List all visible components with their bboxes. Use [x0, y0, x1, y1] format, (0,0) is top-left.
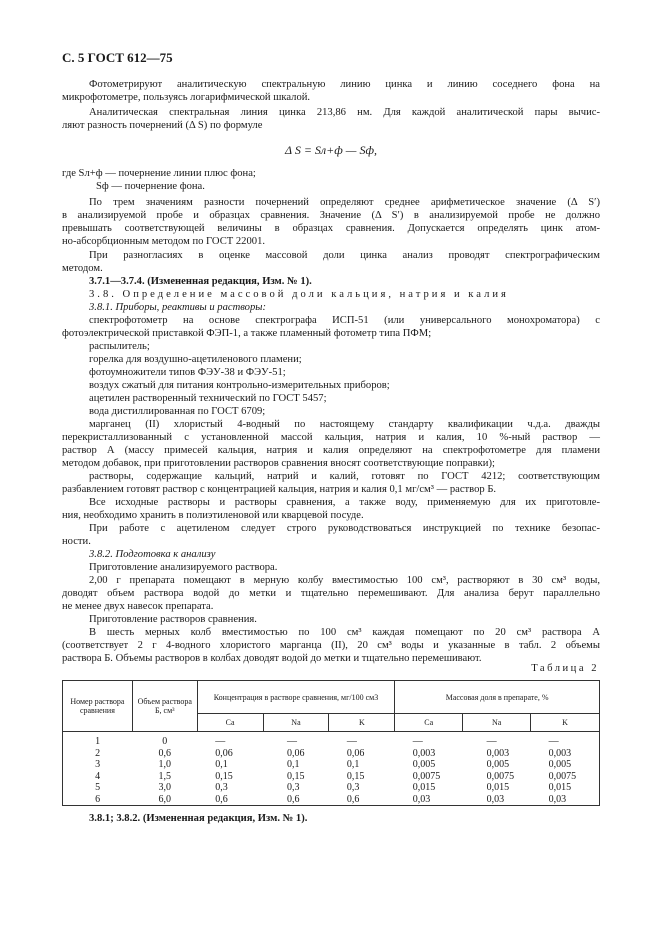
table-cell: 0,06 — [346, 747, 365, 759]
table-cell: 0,03 — [531, 794, 600, 806]
section-heading: 3.8. Определение массовой доли кальция, натрия и калия — [89, 289, 509, 300]
subheader-k: K — [329, 714, 395, 732]
subheader-ca: Ca — [395, 714, 463, 732]
subsection-heading: 3.8.2. Подготовка к анализу — [89, 549, 216, 560]
text-line: Приготовление растворов сравнения. — [89, 614, 257, 625]
text-line: 3.7.1—3.7.4. (Измененная редакция, Изм. № 1). — [89, 276, 312, 287]
subsection-heading: 3.8.1. Приборы, реактивы и растворы: — [89, 302, 266, 313]
text-line: разбавлением готовят раствор с концентрацией кальция, натрия и калия 0,1 мг/см³ — раствор Б. — [62, 484, 497, 495]
table-cell: 0,06 — [215, 747, 233, 759]
header-volume: Объем раствора Б, см³ — [132, 681, 197, 732]
subheader-na: Na — [263, 714, 329, 732]
list-item: распылитель; — [89, 341, 150, 352]
table-cell: 0,15 — [346, 770, 365, 782]
table-cell: — — [215, 736, 226, 747]
text-line: превышать соответствующей величины в образцах сравнения. Допускается определять цинк атом- — [62, 223, 600, 234]
table-cell: 6,0 — [132, 794, 197, 806]
text-line: При работе с ацетиленом следует строго руководствоваться инструкцией по технике безопас- — [89, 523, 600, 534]
text-line: методом добавок, при приготовлении растворов сравнения вносят соответствующие поправки); — [62, 458, 495, 469]
table-cell: 0,003 — [412, 747, 436, 759]
text-line: (соответствует 2 г 4-водного хлористого марганца (II), 20 см³ воды и указанные в табл. 2 объемы — [62, 640, 600, 651]
table-cell: 0,06 — [287, 747, 305, 759]
list-item: воздух сжатый для питания контрольно-измерительных приборов; — [89, 380, 390, 391]
table-row — [63, 748, 600, 760]
table-row — [63, 771, 600, 783]
text-line: доводят объем раствора водой до метки и тщательно перемешивают. Для анализа берут параллельно — [62, 588, 600, 599]
table-row — [63, 782, 600, 794]
table-cell: 0,015 — [412, 782, 436, 793]
table-cell: 0,1 — [346, 759, 360, 770]
table-cell: — — [287, 736, 298, 747]
table-cell: — — [346, 736, 357, 747]
text-line: не менее двух навесок препарата. — [62, 601, 214, 612]
text-line: Фотометрируют аналитическую спектральную линию цинка и линию соседнего фона на — [89, 79, 600, 90]
table-cell: 1,5 — [158, 770, 172, 782]
header-concentration: Концентрация в растворе сравнения, мг/100 см3 — [197, 681, 395, 714]
table-cell: 0,0075 — [412, 770, 441, 782]
text-line: раствор А (массу примесей кальция, натрия и калия определяют на спектрофотометре для пламени — [62, 445, 600, 456]
text-line: Sф — почернение фона. — [96, 181, 205, 192]
text-line: микрофотометре, пользуясь логарифмической шкалой. — [62, 92, 311, 103]
table-cell: 0,003 — [486, 747, 510, 759]
table-cell: 0,015 — [531, 782, 600, 794]
text-line: ности. — [62, 536, 91, 547]
text-line: фотоэлектрической приставкой ФЭП-1, а также пламенный фотометр типа ПФМ; — [62, 328, 432, 339]
table-cell: 3 — [63, 759, 133, 771]
table-cell: 1,0 — [158, 759, 172, 770]
text-line: По трем значениям разности почернений определяют среднее арифметическое значение (Δ S′) — [89, 197, 600, 208]
table-caption: Таблица 2 — [531, 663, 599, 674]
table-row — [63, 732, 600, 748]
table-cell: 0,15 — [215, 770, 233, 782]
table-cell: 0,6 — [329, 794, 395, 806]
table-cell: 0,3 — [215, 782, 228, 793]
text-line: спектрофотометр на основе спектрографа ИСП-51 (или универсального монохроматора) с — [89, 315, 600, 326]
subheader-k: K — [531, 714, 600, 732]
formula: Δ S = Sл+ф — Sф, — [285, 143, 377, 157]
table-row — [63, 759, 600, 771]
table-cell: 0,03 — [463, 794, 531, 806]
text-line: ния, необходимо хранить в полиэтиленовой или кварцевой посуде. — [62, 510, 364, 521]
header-number: Номер раствора сравнения — [63, 681, 133, 732]
table-cell: 0,03 — [395, 794, 463, 806]
text-line: марганец (II) хлористый 4-водный по настоящему стандарту квалификации ч.д.а. дважды — [89, 419, 600, 430]
table-cell: 2 — [63, 748, 133, 760]
text-line: перекристаллизованный с установленной массой кальция, натрия и калия, 10 %-ный раствор — — [62, 432, 600, 443]
table-cell: 0,0075 — [486, 770, 515, 782]
subheader-na: Na — [463, 714, 531, 732]
table-cell: — — [412, 736, 423, 747]
table-cell: 0,6 — [197, 794, 263, 806]
text-line: Все исходные растворы и растворы сравнения, а также воду, применяемую для их приготовле- — [89, 497, 600, 508]
list-item: вода дистиллированная по ГОСТ 6709; — [89, 406, 266, 417]
text-line: Приготовление анализируемого раствора. — [89, 562, 278, 573]
page-header: С. 5 ГОСТ 612—75 — [62, 50, 173, 65]
table-cell: 0,015 — [486, 782, 510, 793]
table-cell: 0,0075 — [531, 771, 600, 783]
list-item: ацетилен растворенный технический по ГОСТ 5457; — [89, 393, 327, 404]
table-cell: 0,6 — [158, 747, 172, 759]
text-line: раствора Б. Объемы растворов в колбах доводят водой до метки и тщательно перемешивают. — [62, 653, 482, 664]
text-line: ляют разность почернений (Δ S) по формуле — [62, 120, 263, 131]
table-cell: 0,6 — [263, 794, 329, 806]
table-cell: — — [531, 732, 600, 748]
reference-table — [62, 680, 600, 806]
table-cell: 3,0 — [158, 782, 172, 793]
table-cell: 0,003 — [531, 748, 600, 760]
text-line: растворы, содержащие кальций, натрий и калий, готовят по ГОСТ 4212; соответствующим — [89, 471, 600, 482]
text-line: в анализируемой пробе и образцах сравнения. Значение (Δ S′) в анализируемой пробе не должно — [62, 210, 600, 221]
text-line: Аналитическая спектральная линия цинка 213,86 нм. Для каждой аналитической пары вычис- — [89, 107, 600, 118]
table-cell: 0,005 — [412, 759, 436, 770]
text-line: 2,00 г препарата помещают в мерную колбу вместимостью 100 см³, растворяют в 30 см³ воды, — [89, 575, 600, 586]
table-row — [63, 794, 600, 806]
table-cell: 0,005 — [486, 759, 510, 770]
list-item: фотоумножители типов ФЭУ-38 и ФЭУ-51; — [89, 367, 286, 378]
table-cell: 6 — [63, 794, 133, 806]
table-cell: 0,1 — [287, 759, 300, 770]
table-cell: 5 — [63, 782, 133, 794]
header-mass-fraction: Массовая доля в препарате, % — [395, 681, 600, 714]
text-line: В шесть мерных колб вместимостью по 100 см³ каждая помещают по 20 см³ раствора А — [89, 627, 600, 638]
table-cell: 0,005 — [531, 759, 600, 771]
text-line: методом. — [62, 263, 103, 274]
list-item: горелка для воздушно-ацетиленового пламени; — [89, 354, 302, 365]
table-cell: 0,1 — [215, 759, 228, 770]
table-cell: 0 — [162, 736, 168, 747]
table-cell: 0,3 — [287, 782, 300, 793]
text-line: При разногласиях в оценке массовой доли цинка анализ проводят спектрографическим — [89, 250, 600, 261]
table-cell: 0,3 — [346, 782, 360, 793]
subheader-ca: Ca — [197, 714, 263, 732]
text-line: но-абсорбционным методом по ГОСТ 22001. — [62, 236, 266, 247]
text-line: где Sл+ф — почернение линии плюс фона; — [62, 168, 256, 179]
table-cell: — — [486, 736, 497, 747]
table-cell: 0,15 — [287, 770, 305, 782]
amendment-note: 3.8.1; 3.8.2. (Измененная редакция, Изм. № 1). — [89, 813, 308, 824]
table-cell: 1 — [63, 732, 133, 748]
table-cell: 4 — [63, 771, 133, 783]
